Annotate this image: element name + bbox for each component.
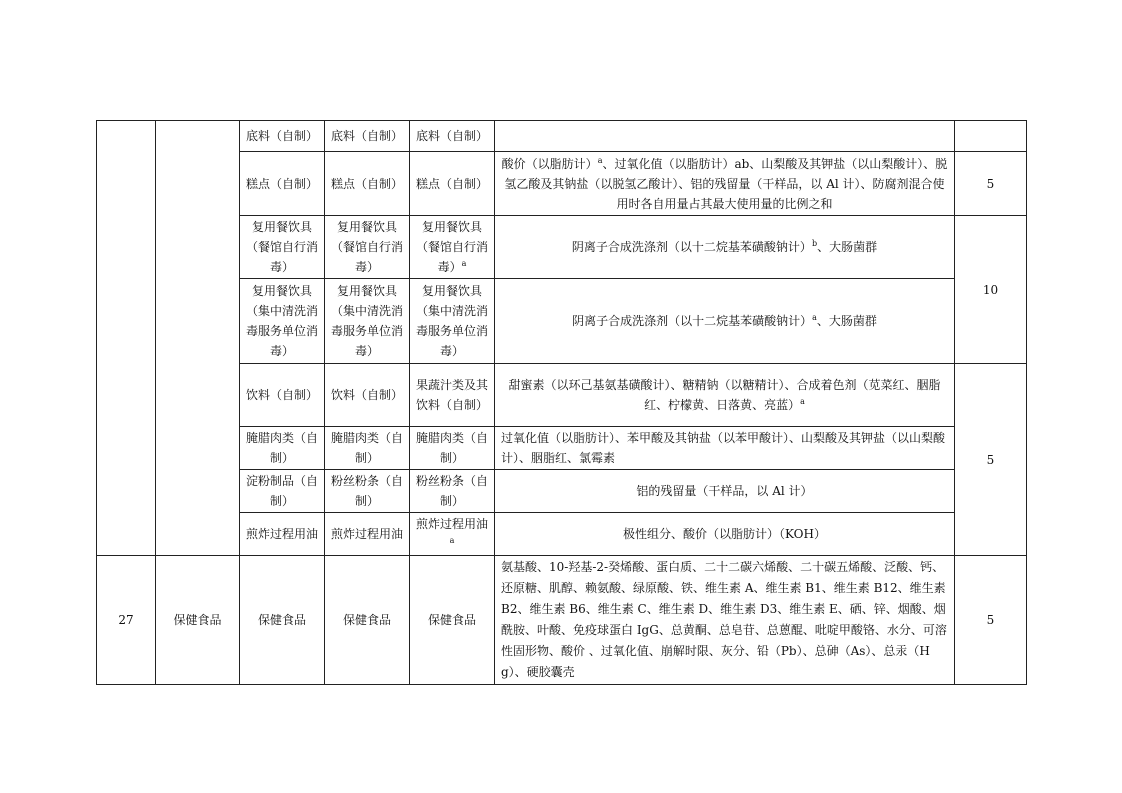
- inspection-items-text-tail: 、大肠菌群: [816, 314, 877, 328]
- ratio-cell: 5: [955, 152, 1027, 216]
- inspection-items-text: 甜蜜素（以环己基氨基磺酸计）、糖精钠（以糖精计）、合成着色剂（苋菜红、胭脂红、柠檬黄、日落黄、亮蓝）: [508, 378, 941, 412]
- footnote-mark: a: [449, 536, 455, 545]
- table-row: [97, 121, 1027, 152]
- product-text: 煎炸过程用油: [415, 517, 488, 531]
- subcategory-cell: 复用餐饮具（集中清洗消毒服务单位消毒）: [325, 279, 410, 364]
- inspection-items-cell: 氨基酸、10-羟基-2-癸烯酸、蛋白质、二十二碳六烯酸、二十碳五烯酸、泛酸、钙、还原糖、肌醇、赖氨酸、绿原酸、铁、维生素 A、维生素 B1、维生素 B12、维生素 B2、维生素 B6、维生素 C、维生素 D、维生素 D3、维生素 E、硒、锌、烟酸、烟酰胺、叶酸、免疫球蛋白 IgG、总黄酮、总皂苷、总蒽醌、吡啶甲酸铬、水分、可溶性固形物、酸价 、过氧化值、崩解时限、灰分、铅（Pb）、总砷（As）、总汞（Hg）、硬胶囊壳: [495, 556, 955, 685]
- inspection-items-cell: [495, 216, 955, 279]
- subcategory-cell: 保健食品: [325, 556, 410, 685]
- food-type-cell: 保健食品: [156, 556, 240, 685]
- inspection-table: [96, 120, 1027, 685]
- category-cell: 复用餐饮具（集中清洗消毒服务单位消毒）: [240, 279, 325, 364]
- serial-cell: 27: [97, 556, 156, 685]
- category-cell: 腌腊肉类（自制）: [240, 427, 325, 470]
- ratio-cell: 10: [955, 216, 1027, 364]
- footnote-mark: a: [597, 155, 603, 165]
- inspection-items-text: 阴离子合成洗涤剂（以十二烷基苯磺酸钠计）: [572, 314, 813, 328]
- product-cell: [410, 216, 495, 279]
- product-cell: 保健食品: [410, 556, 495, 685]
- footnote-mark: b: [811, 239, 818, 248]
- subcategory-cell: 糕点（自制）: [325, 152, 410, 216]
- category-cell: 复用餐饮具（餐馆自行消毒）: [240, 216, 325, 279]
- category-cell: 保健食品: [240, 556, 325, 685]
- product-cell: [410, 513, 495, 556]
- category-cell: 煎炸过程用油: [240, 513, 325, 556]
- subcategory-cell: 煎炸过程用油: [325, 513, 410, 556]
- inspection-items-cell: 过氧化值（以脂肪计）、苯甲酸及其钠盐（以苯甲酸计）、山梨酸及其钾盐（以山梨酸计）、胭脂红、氯霉素: [495, 427, 955, 470]
- inspection-items-cell: 铝的残留量（干样品，以 Al 计）: [495, 470, 955, 513]
- ratio-cell: 5: [955, 364, 1027, 556]
- product-cell: 粉丝粉条（自制）: [410, 470, 495, 513]
- footnote-mark: a: [812, 313, 817, 322]
- category-cell: 糕点（自制）: [240, 152, 325, 216]
- table-row: [97, 556, 1027, 685]
- footnote-mark: a: [461, 259, 467, 268]
- inspection-items-text: 阴离子合成洗涤剂（以十二烷基苯磺酸钠计）: [571, 240, 812, 254]
- product-cell: 复用餐饮具（集中清洗消毒服务单位消毒）: [410, 279, 495, 364]
- product-cell: 底料（自制）: [410, 121, 495, 152]
- ratio-cell-empty: [955, 121, 1027, 152]
- serial-cell-empty: [97, 121, 156, 556]
- subcategory-cell: 底料（自制）: [325, 121, 410, 152]
- subcategory-cell: 粉丝粉条（自制）: [325, 470, 410, 513]
- inspection-items-cell: 极性组分、酸价（以脂肪计）（KOH）: [495, 513, 955, 556]
- food-type-cell-empty: [156, 121, 240, 556]
- footnote-mark: a: [800, 397, 805, 406]
- inspection-items-cell: [495, 364, 955, 427]
- category-cell: 饮料（自制）: [240, 364, 325, 427]
- category-cell: 底料（自制）: [240, 121, 325, 152]
- inspection-items-text-tail: 、大肠菌群: [817, 240, 878, 254]
- subcategory-cell: 饮料（自制）: [325, 364, 410, 427]
- inspection-items-cell: [495, 121, 955, 152]
- inspection-items-cell: [495, 152, 955, 216]
- product-cell: 糕点（自制）: [410, 152, 495, 216]
- product-cell: 果蔬汁类及其饮料（自制）: [410, 364, 495, 427]
- product-text: 复用餐饮具（餐馆自行消毒）: [415, 220, 488, 274]
- ratio-cell: 5: [955, 556, 1027, 685]
- product-cell: 腌腊肉类（自制）: [410, 427, 495, 470]
- document-page: [96, 120, 1026, 685]
- inspection-items-cell: [495, 279, 955, 364]
- category-cell: 淀粉制品（自制）: [240, 470, 325, 513]
- subcategory-cell: 复用餐饮具（餐馆自行消毒）: [325, 216, 410, 279]
- subcategory-cell: 腌腊肉类（自制）: [325, 427, 410, 470]
- inspection-items-text: 酸价（以脂肪计）: [501, 156, 598, 171]
- inspection-items-text-tail: 、过氧化值（以脂肪计）ab、山梨酸及其钾盐（以山梨酸计）、脱氢乙酸及其钠盐（以脱氢乙酸计）、铝的残留量（干样品，以 Al 计）、防腐剂混合使用时各自用量占其最大使用量的比例之和: [504, 156, 948, 211]
